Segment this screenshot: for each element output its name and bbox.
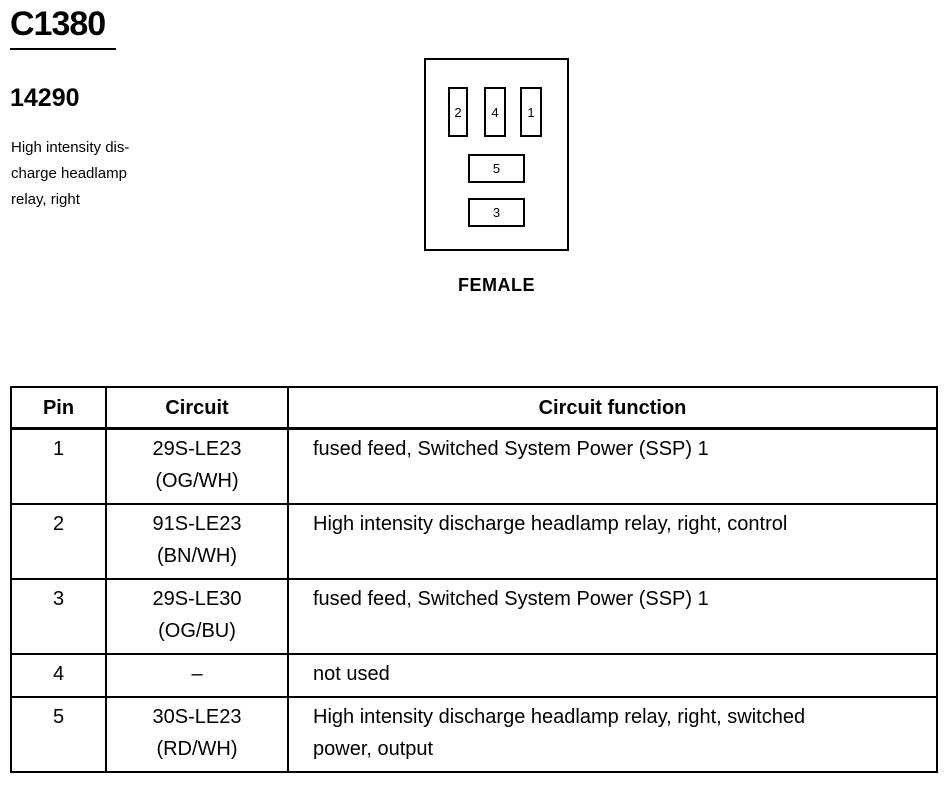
circuit-cell	[106, 579, 288, 654]
description-line: relay, right	[11, 191, 80, 208]
wire-color: (OG/WH)	[155, 470, 239, 492]
function-text: fused feed, Switched System Power (SSP) 1	[313, 588, 709, 610]
pin-cavity-4: 4	[484, 87, 506, 137]
connector-description	[11, 135, 161, 213]
pin-table	[10, 386, 938, 773]
header-circuit: Circuit	[106, 387, 288, 429]
pin-cavity-5: 5	[468, 154, 525, 183]
wire-color: (BN/WH)	[157, 545, 237, 567]
table-header-row	[11, 387, 937, 429]
pin-cell: 2	[11, 504, 106, 579]
table-row	[11, 697, 937, 772]
circuit-number: 29S-LE23	[152, 438, 242, 460]
wire-color: (RD/WH)	[156, 738, 238, 760]
table-row	[11, 429, 937, 505]
circuit-number: 91S-LE23	[152, 513, 242, 535]
connector-gender-label: FEMALE	[458, 275, 535, 295]
function-text: fused feed, Switched System Power (SSP) 1	[313, 438, 709, 460]
circuit-cell	[106, 697, 288, 772]
table-row	[11, 504, 937, 579]
function-text: High intensity discharge headlamp relay, right, control	[313, 513, 788, 535]
pin-cavity-1: 1	[520, 87, 542, 137]
table-row	[11, 654, 937, 697]
pin-cavity-2: 2	[448, 87, 468, 137]
part-number: 14290	[10, 84, 80, 112]
connector-id: C1380	[10, 5, 106, 43]
function-cell	[288, 504, 937, 579]
circuit-cell	[106, 654, 288, 697]
header-circuit-function: Circuit function	[288, 387, 937, 429]
pin-cell: 1	[11, 429, 106, 505]
pin-cavity-3: 3	[468, 198, 525, 227]
circuit-cell	[106, 429, 288, 505]
description-line: High intensity dis-	[11, 139, 130, 156]
connector-id-underline	[10, 48, 116, 50]
pin-cell: 3	[11, 579, 106, 654]
function-cell	[288, 697, 937, 772]
pin-cell: 4	[11, 654, 106, 697]
pin-cell: 5	[11, 697, 106, 772]
circuit-number: –	[191, 663, 203, 685]
function-cell	[288, 579, 937, 654]
header-pin: Pin	[11, 387, 106, 429]
function-text: not used	[313, 663, 390, 685]
wire-color: (OG/BU)	[158, 620, 236, 642]
function-cell	[288, 429, 937, 505]
function-text: High intensity discharge headlamp relay, right, switched	[313, 706, 806, 728]
function-text-continued: power, output	[313, 738, 434, 760]
circuit-number: 30S-LE23	[152, 706, 242, 728]
connector-face-diagram	[424, 58, 569, 251]
function-cell	[288, 654, 937, 697]
description-line: charge headlamp	[11, 165, 127, 182]
table-row	[11, 579, 937, 654]
circuit-cell	[106, 504, 288, 579]
circuit-number: 29S-LE30	[152, 588, 242, 610]
